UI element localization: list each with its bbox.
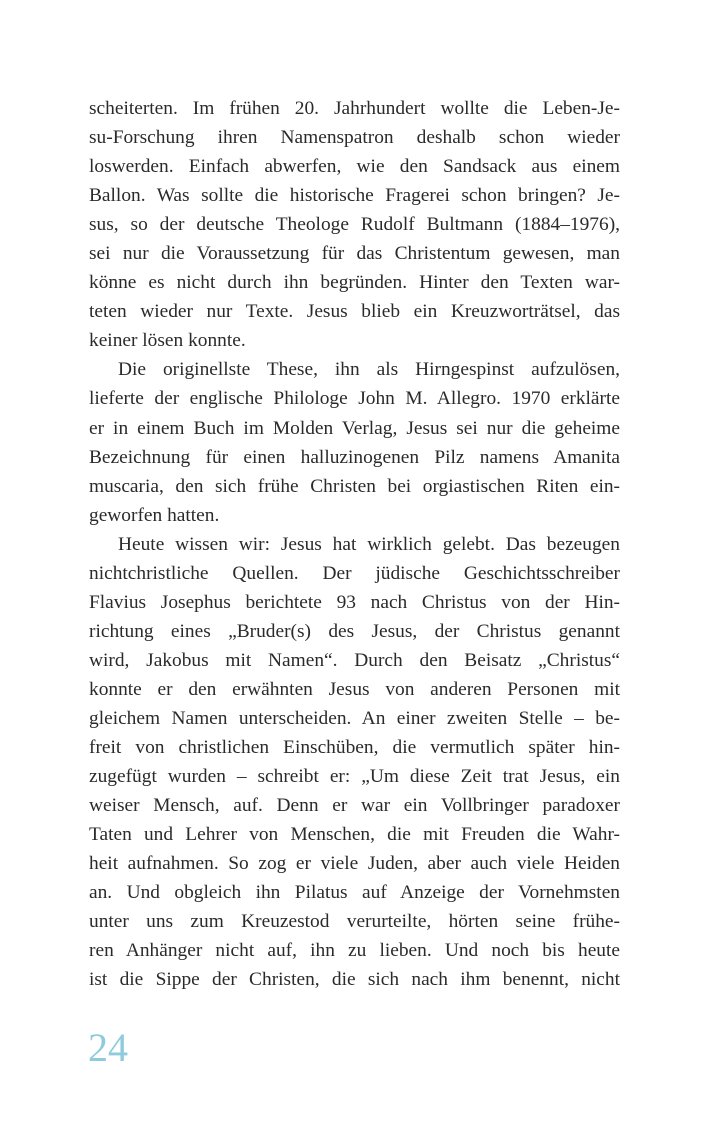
paragraph-1 <box>89 94 620 355</box>
text-line: konnte er den erwähnten Jesus von anderen Personen mit <box>89 678 620 700</box>
text-line: wird, Jakobus mit Namen“. Durch den Beisatz „Christus“ <box>89 649 620 671</box>
text-line: sus, so der deutsche Theologe Rudolf Bultmann (1884–1976), <box>89 214 620 236</box>
text-line: su-Forschung ihren Namenspatron deshalb schon wieder <box>89 127 620 149</box>
text-line: loswerden. Einfach abwerfen, wie den Sandsack aus einem <box>89 156 620 178</box>
text-line: ist die Sippe der Christen, die sich nach ihm benennt, nicht <box>89 969 620 991</box>
text-line: geworfen hatten. <box>89 504 220 526</box>
text-line: freit von christlichen Einschüben, die vermutlich später hin- <box>89 737 620 759</box>
text-line: scheiterten. Im frühen 20. Jahrhundert wollte die Leben-Je- <box>89 98 620 119</box>
text-line: zugefügt wurden – schreibt er: „Um diese Zeit trat Jesus, ein <box>89 766 620 788</box>
text-line: ren Anhänger nicht auf, ihn zu lieben. Und noch bis heute <box>89 940 620 962</box>
text-line: könne es nicht durch ihn begründen. Hinter den Texten war- <box>89 272 620 294</box>
paragraph-3 <box>89 530 620 995</box>
text-line: gleichem Namen unterscheiden. An einer zweiten Stelle – be- <box>89 707 620 729</box>
text-line: Taten und Lehrer von Menschen, die mit Freuden die Wahr- <box>89 824 620 846</box>
text-line: Heute wissen wir: Jesus hat wirklich gelebt. Das bezeugen <box>118 533 620 555</box>
text-line: richtung eines „Bruder(s) des Jesus, der Christus genannt <box>89 620 620 642</box>
text-line: weiser Mensch, auf. Denn er war ein Vollbringer paradoxer <box>89 795 620 817</box>
text-line: unter uns zum Kreuzestod verurteilte, hörten seine frühe- <box>89 911 620 933</box>
text-line: Bezeichnung für einen halluzinogenen Pilz namens Amanita <box>89 446 620 468</box>
text-line: lieferte der englische Philologe John M. Allegro. 1970 erklärte <box>89 388 620 410</box>
page-number: 24 <box>88 1025 128 1070</box>
text-line: sei nur die Voraussetzung für das Christentum gewesen, man <box>89 243 620 265</box>
text-line: keiner lösen konnte. <box>89 330 246 352</box>
text-line: heit aufnahmen. So zog er viele Juden, aber auch viele Heiden <box>89 853 620 875</box>
text-line: nichtchristliche Quellen. Der jüdische Geschichtsschreiber <box>89 562 620 584</box>
text-line: an. Und obgleich ihn Pilatus auf Anzeige der Vornehmsten <box>89 882 620 904</box>
text-line: er in einem Buch im Molden Verlag, Jesus sei nur die geheime <box>89 417 620 439</box>
text-line: Ballon. Was sollte die historische Fragerei schon bringen? Je- <box>89 185 620 207</box>
text-line: teten wieder nur Texte. Jesus blieb ein Kreuzworträtsel, das <box>89 301 620 323</box>
body-text <box>89 94 620 994</box>
paragraph-2 <box>89 355 620 529</box>
text-line: Flavius Josephus berichtete 93 nach Christus von der Hin- <box>89 591 620 613</box>
text-line: Die originellste These, ihn als Hirngespinst aufzulösen, <box>118 359 620 381</box>
text-line: muscaria, den sich frühe Christen bei orgiastischen Riten ein- <box>89 475 620 497</box>
